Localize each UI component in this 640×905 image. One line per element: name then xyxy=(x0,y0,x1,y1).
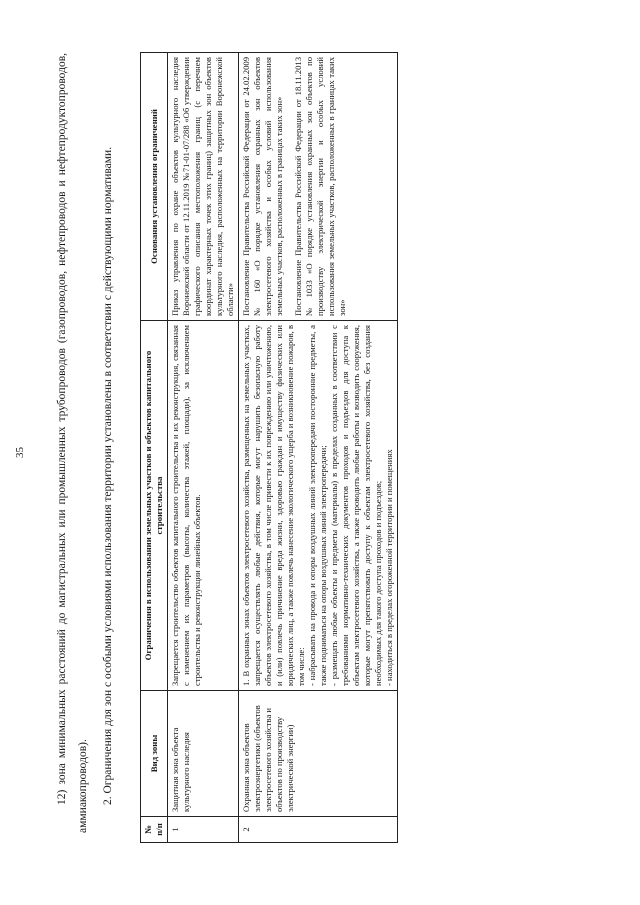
row-2-basis xyxy=(239,53,398,321)
restriction-item-2: - размещать любые объекты и предметы (материалы) в пределах созданных в соответствии с требованиями нормативно-технических документов проходов и подъездов для доступа к объектам электросетевого хозяйства, а также проводить любые работы и возводить сооружения, которые могут препятствовать доступу к объектам электросетевого хозяйства, без создания необходимых для такого доступа проходов и подъездов; xyxy=(329,325,383,686)
row-2-num: 2 xyxy=(239,817,398,843)
intro-item-12: 12) зона минимальных расстояний до магистральных или промышленных трубопроводов (газопроводов, нефтепроводов и нефтепродуктопроводов, аммиакопроводов). xyxy=(55,53,89,833)
row-1-zone-type: Защитная зона объекта культурного наследия xyxy=(168,691,239,817)
restriction-paragraph-1: 1. В охранных зонах объектов электросетевого хозяйства, размещенных на земельных участках, запрещается осуществлять любые действия, которые могут нарушить безопасную работу объектов электросетевого хозяйства, в том числе привести к их повреждению или уничтожению, и (или) повлечь причинение вреда жизни, здоровью граждан и имуществу физических или юридических лиц, а также повлечь нанесение экологического ущерба и возникновение пожаров, в том числе: xyxy=(241,325,306,686)
restriction-item-1: - набрасывать на провода и опоры воздушных линий электропередачи посторонние предметы, а также подниматься на опоры воздушных линий электропередачи; xyxy=(307,325,328,686)
header-restrictions: Ограничения в использовании земельных участков и объектов капитального строительства xyxy=(141,321,168,691)
basis-resolution-1033: Постановление Правительства Российской Федерации от 18.11.2013 № 1033 «О порядке установления охранных зон объектов по производству электрической энергии и особых условий использования земельных участков, расположенных в границах таких зон» xyxy=(293,57,347,316)
page-number: 35 xyxy=(14,447,26,458)
row-2-restrictions xyxy=(239,321,398,691)
row-1-basis: Приказ управления по охране объектов культурного наследия Воронежской области от 12.11.2019 №71-01-07/288 «Об утверждении графического описания местоположения границ (с перечнем координат характерных точек этих границ) защитных зон объектов культурного наследия, расположенных на территории Воронежской области» xyxy=(168,53,239,321)
intro-item-2: 2. Ограничения для зон с особыми условиями использования территории установлены в соответствии с действующими нормативами. xyxy=(101,146,114,805)
header-basis: Основания установления ограничений xyxy=(141,53,168,321)
row-1-restrictions: Запрещается строительство объектов капитального строительства и их реконструкция, связанная с изменением их параметров (высоты, количества этажей, площади), за исключением строительства и реконструкции линейных объектов. xyxy=(168,321,239,691)
header-zone-type: Вид зоны xyxy=(141,691,168,817)
row-2-zone-type: Охранная зона объектов электроэнергетики (объектов электросетевого хозяйства и объектов по производству электрической энергии) xyxy=(239,691,398,817)
table-header-row xyxy=(141,53,168,843)
table-row xyxy=(168,53,239,843)
zones-restrictions-table xyxy=(140,52,398,843)
header-num: № п/п xyxy=(141,817,168,843)
row-1-num: 1 xyxy=(168,817,239,843)
table-row xyxy=(239,53,398,843)
basis-resolution-160: Постановление Правительства Российской Федерации от 24.02.2009 № 160 «О порядке установления охранных зон объектов электросетевого хозяйства и особых условий использования земельных участков, расположенных в границах таких зон» xyxy=(241,57,284,316)
restriction-item-3: - находиться в пределах огороженной территории и помещениях xyxy=(384,449,394,686)
